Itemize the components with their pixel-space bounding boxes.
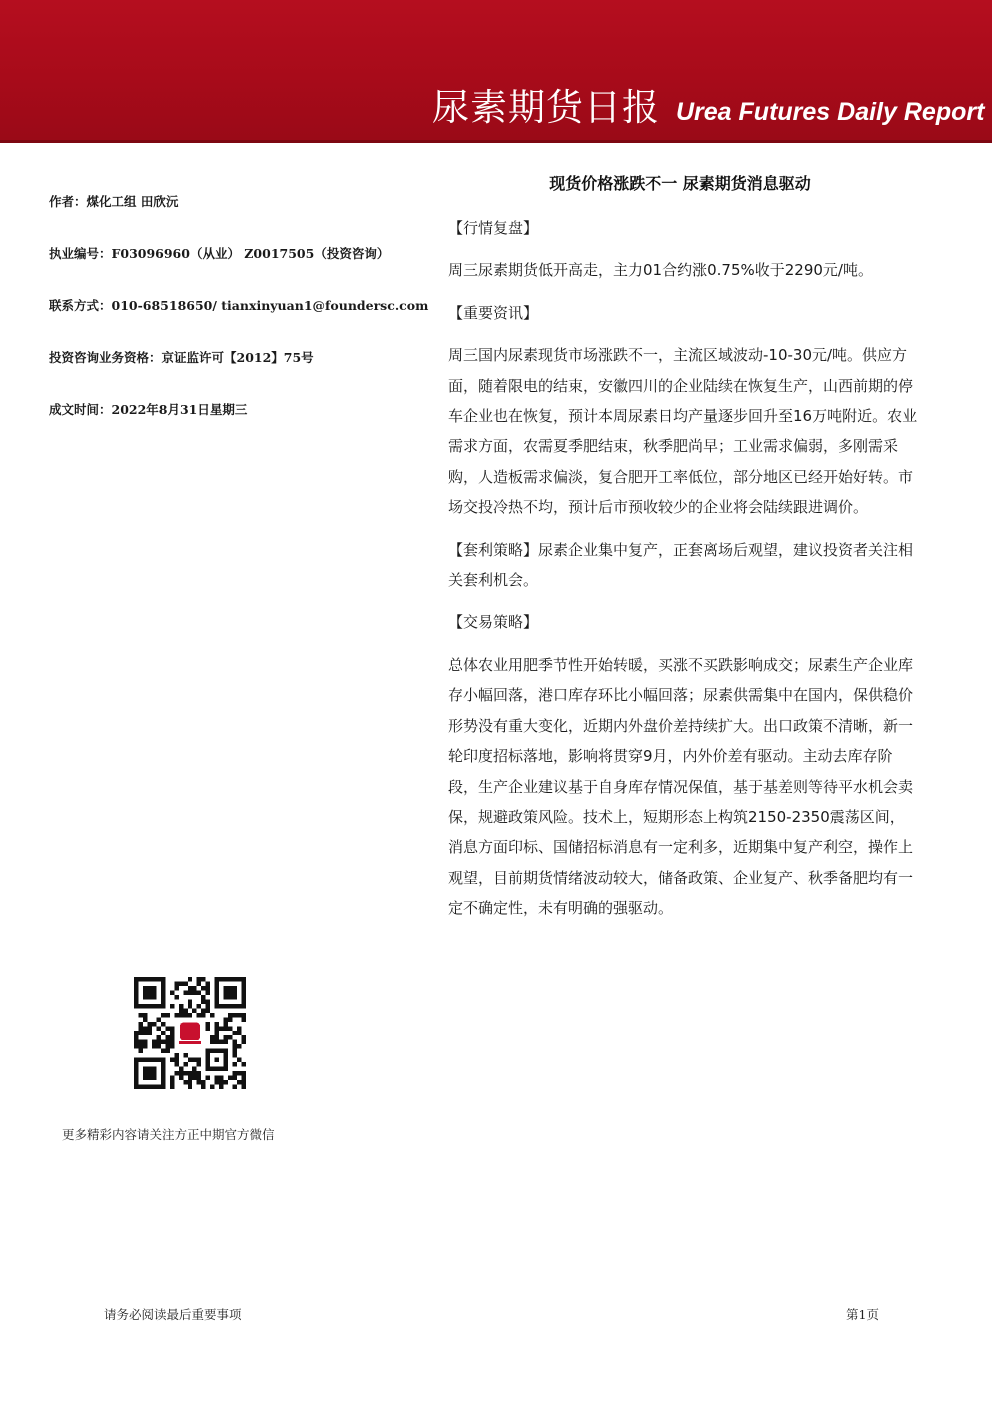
qr-caption: 更多精彩内容请关注方正中期官方微信 (62, 1127, 275, 1142)
header-banner (0, 0, 992, 143)
qualification-line: 投资咨询业务资格：京证监许可【2012】75号 (49, 350, 314, 365)
section-key-news-title: 【重要资讯】 (448, 303, 539, 322)
section-market-review-body: 周三尿素期货低开高走，主力01合约涨0.75%收于2290元/吨。 (448, 261, 873, 280)
section-market-review-title: 【行情复盘】 (448, 219, 539, 237)
author-line: 作者：煤化工组 田欣沅 (49, 194, 179, 209)
section-trading-strategy-title: 【交易策略】 (448, 613, 539, 632)
article-body (448, 213, 918, 924)
brand-logo-icon (180, 1023, 200, 1040)
footer-disclaimer: 请务必阅读最后重要事项 (104, 1307, 242, 1322)
license-number-line: 执业编号：F03096960（从业） Z0017505（投资咨询） (49, 246, 390, 261)
report-title-cn: 尿素期货日报 (432, 86, 660, 129)
section-key-news-body: 周三国内尿素现货市场涨跌不一，主流区域波动-10-30元/吨。供应方面，随着限电的结束，安徽四川的企业陆续在恢复生产，山西前期的停车企业也在恢复，预计本周尿素日均产量逐步回升至16万吨附近。农业需求方面，农需夏季肥结束，秋季肥尚早；工业需求偏弱，多刚需采购，人造板需求偏淡，复合肥开工率低位，部分地区已经开始好转。市场交投冷热不均，预计后市预收较少的企业将会陆续跟进调价。 (448, 346, 918, 517)
section-arbitrage-strategy: 【套利策略】尿素企业集中复产，正套离场后观望，建议投资者关注相关套利机会。 (448, 540, 914, 590)
report-title-en: Urea Futures Daily Report (676, 98, 985, 126)
contact-line: 联系方式：010-68518650/ tianxinyuan1@foundersc.com (49, 298, 429, 313)
page-number: 第1页 (846, 1307, 879, 1322)
article-headline: 现货价格涨跌不一 尿素期货消息驱动 (549, 174, 811, 193)
wechat-qr-code (134, 977, 246, 1089)
publish-date-line: 成文时间：2022年8月31日星期三 (49, 402, 248, 417)
section-trading-strategy-body: 总体农业用肥季节性开始转暖，买涨不买跌影响成交；尿素生产企业库存小幅回落，港口库存环比小幅回落；尿素供需集中在国内，保供稳价形势没有重大变化，近期内外盘价差持续扩大。出口政策不清晰，新一轮印度招标落地，影响将贯穿9月，内外价差有驱动。主动去库存阶段，生产企业建议基于自身库存情况保值，基于基差则等待平水机会卖保，规避政策风险。技术上，短期形态上构筑2150-2350震荡区间，消息方面印标、国储招标消息有一定利多，近期集中复产利空，操作上观望，目前期货情绪波动较大，储备政策、企业复产、秋季备肥均有一定不确定性，未有明确的强驱动。 (448, 655, 914, 918)
